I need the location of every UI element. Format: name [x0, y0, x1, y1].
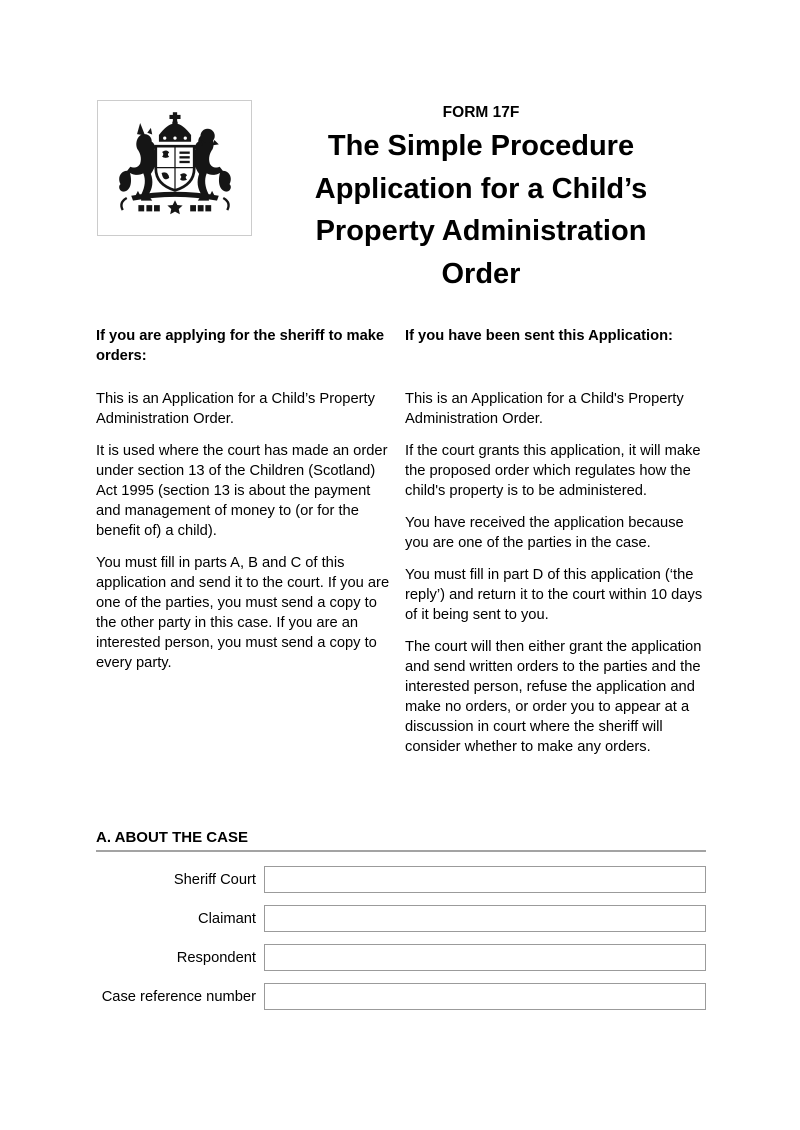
section-a-fields	[96, 866, 706, 1010]
guidance-column-respondent	[405, 326, 706, 757]
claimant-input[interactable]	[264, 905, 706, 932]
sheriff-court-input[interactable]	[264, 866, 706, 893]
guidance-column-applicant	[96, 326, 392, 757]
guidance-paragraph: You have received the application because you are one of the parties in the case.	[405, 515, 684, 551]
guidance-paragraph: The court will then either grant the application and send written orders to the parties and the interested person, refuse the application and make no orders, or order you to appear at a discussion in court where the sheriff will consider whether to make any orders.	[405, 639, 702, 755]
field-row-respondent	[96, 944, 706, 971]
respondent-input[interactable]	[264, 944, 706, 971]
sheriff-court-label: Sheriff Court	[173, 871, 256, 888]
claimant-label: Claimant	[198, 910, 256, 927]
respondent-label: Respondent	[176, 949, 256, 966]
guidance-paragraph: You must fill in part D of this application (‘the reply’) and return it to the court within 10 days of it being sent to you.	[405, 567, 703, 623]
page-title-line: The Simple Procedure	[327, 130, 635, 162]
guidance-paragraph: This is an Application for a Child’s Property Administration Order.	[96, 391, 375, 427]
section-a-heading: A. ABOUT THE CASE	[96, 830, 706, 852]
guidance-paragraph: This is an Application for a Child's Property Administration Order.	[405, 391, 684, 427]
case-reference-number-label: Case reference number	[101, 988, 256, 1005]
section-about-the-case	[96, 830, 706, 1022]
case-reference-number-input[interactable]	[264, 983, 706, 1010]
guidance-heading-applicant: If you are applying for the sheriff to make orders:	[96, 328, 385, 364]
royal-coat-of-arms-graphic	[108, 112, 242, 225]
guidance-columns	[96, 326, 706, 757]
page-title-line: Order	[441, 257, 521, 290]
field-row-case-reference-number	[96, 983, 706, 1010]
guidance-heading-respondent: If you have been sent this Application:	[405, 328, 673, 344]
header-title-block	[256, 103, 706, 295]
form-number: FORM 17F	[442, 104, 520, 121]
guidance-paragraph: You must fill in parts A, B and C of this application and send it to the court. If you are one of the parties, you must send a copy to the other party in this case. If you are an interested person, you must send a copy to every party.	[96, 555, 390, 671]
page-title-line: Application for a Child’s	[314, 172, 648, 205]
guidance-paragraph: If the court grants this application, it will make the proposed order which regulates how the child's property is to be administered.	[405, 443, 701, 499]
field-row-sheriff-court	[96, 866, 706, 893]
page-title-line: Property Administration	[315, 215, 647, 247]
page-title	[256, 125, 706, 295]
guidance-paragraph: It is used where the court has made an order under section 13 of the Children (Scotland) Act 1995 (section 13 is about the payment and management of money to (or for the benefit of) a child).	[96, 443, 388, 539]
royal-coat-of-arms-icon	[97, 100, 252, 236]
field-row-claimant	[96, 905, 706, 932]
